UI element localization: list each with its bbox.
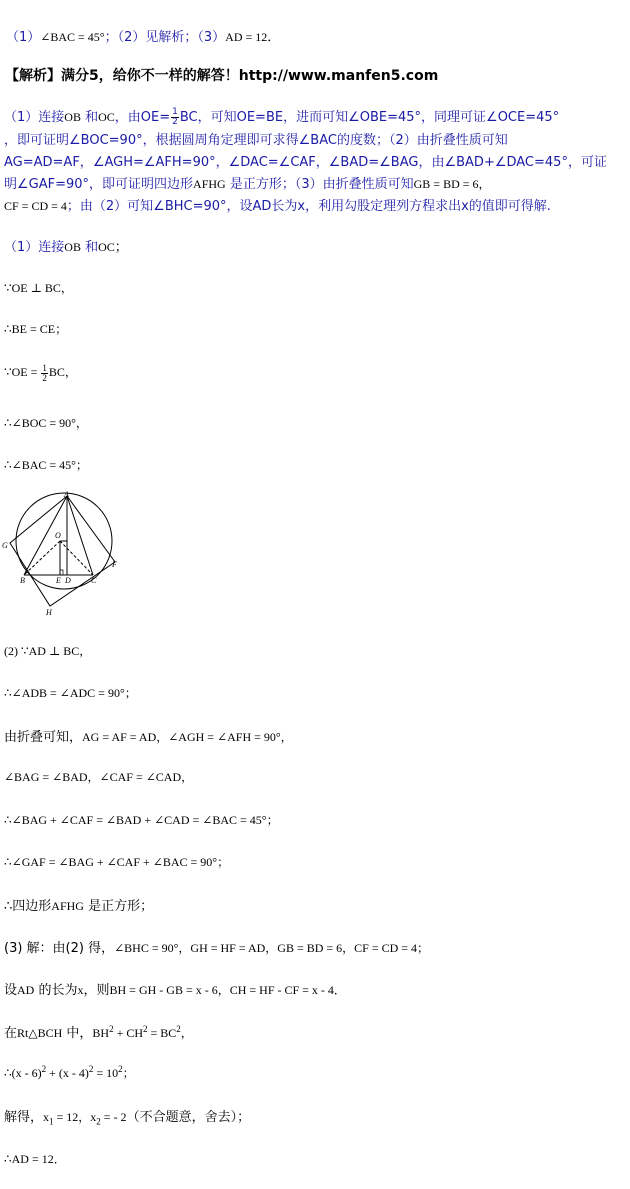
sol-text: AD (17, 983, 35, 997)
analysis-text: CF = CD = 4 (4, 199, 67, 213)
label-f: F (112, 560, 117, 569)
analysis-text: GB = BD = 6， (413, 177, 491, 191)
label-a: A (64, 490, 69, 499)
sol2-line-6: ∴∠GAF = ∠BAG + ∠CAF + ∠BAC = 90°； (4, 855, 230, 869)
analysis-line-1 (4, 106, 559, 127)
analysis-header: 【解析】满分5，给你不一样的解答！http://www.manfen5.com (5, 68, 439, 84)
label-e: E (56, 576, 61, 585)
sol1-line-6: ∴∠BAC = 45°； (4, 458, 88, 472)
subscript: 2 (96, 1116, 101, 1127)
sol-text: （不合题意，舍去）； (126, 1110, 251, 1125)
sol-text: OB (64, 240, 81, 254)
answer-end: ． (267, 30, 281, 45)
sol-text: = 12，x (53, 1110, 97, 1124)
sol-text: ∠BHC = 90°，GH = HF = AD，GB = BD = 6，CF = CD = 4； (114, 941, 430, 955)
answer-part-1-label: （1） (6, 30, 41, 45)
analysis-text: AG=AD=AF， (4, 155, 93, 170)
label-g: G (2, 541, 8, 550)
sol-text: （1）连接 (4, 240, 65, 255)
exponent: 2 (41, 1064, 47, 1074)
label-o: O (55, 531, 61, 540)
sol-text: Rt△BCH (17, 1026, 63, 1040)
analysis-text: （1）连接 (4, 110, 65, 125)
sol-text: AFHG (51, 899, 84, 913)
analysis-text: ∠BOC=90° (69, 133, 143, 148)
sol3-line-6: ∴AD = 12． (4, 1152, 66, 1166)
analysis-text: 和 (80, 110, 99, 125)
sol-text: = - 2 (100, 1110, 127, 1124)
sol-text: BC， (48, 365, 77, 379)
segment-ob (24, 541, 60, 575)
label-c: C (91, 576, 97, 585)
sol1-line-5: ∴∠BOC = 90°， (4, 416, 88, 430)
analysis-text: ，由OE= (114, 110, 171, 125)
subscript: 1 (49, 1116, 54, 1127)
sol2-line-2: ∴∠ADB = ∠ADC = 90°； (4, 686, 137, 700)
analysis-text: 明∠GAF=90°，即可证明四边形 (4, 177, 194, 192)
sol-text: 和 (80, 240, 99, 255)
exponent: 2 (88, 1064, 94, 1074)
exponent: 2 (109, 1024, 114, 1034)
sol-text: OC (98, 240, 115, 254)
segment-ac (67, 496, 93, 575)
sol-text: ∵OE = (4, 365, 41, 379)
segment-oc (60, 541, 93, 575)
sol2-line-7 (4, 895, 153, 914)
answer-line (6, 26, 280, 45)
sol-text: ； (122, 1066, 135, 1080)
sol-text: 由折叠可知， (4, 730, 83, 745)
answer-sep-1: ；（2） (104, 30, 146, 45)
analysis-text: ，即可证明 (4, 133, 70, 148)
sol-text: ∴四边形 (4, 899, 52, 914)
sol-text: x (77, 983, 84, 997)
exponent: 2 (143, 1024, 148, 1034)
answer-sep-2: ；（3） (184, 30, 226, 45)
analysis-text: ∠AFH=90°，∠DAC=∠CAF，∠BAD=∠BAG，由∠BAD+∠DAC=45°，可证 (143, 155, 607, 170)
sol3-line-2 (4, 979, 346, 998)
sol-text: + CH (113, 1026, 144, 1040)
sol-text: ，则 (83, 983, 110, 998)
exponent: 2 (118, 1064, 123, 1074)
sol-text: 解得， (4, 1110, 44, 1125)
sol2-line-1: (2) ∵AD ⊥ BC， (4, 644, 92, 658)
fraction-half: $\frac{1}{2}$ (172, 107, 178, 127)
sol3-line-3 (4, 1022, 193, 1041)
answer-3: AD = 12 (225, 30, 268, 44)
sol-text: 在 (4, 1026, 18, 1041)
exponent: 2 (176, 1024, 181, 1034)
sol-text: ， (180, 1026, 193, 1040)
sol-text: ∴(x - 6) (4, 1066, 42, 1080)
geometry-figure (0, 490, 130, 620)
sol1-line-1 (4, 236, 128, 255)
analysis-text: ；由（2）可知∠BHC=90°，设AD长为x，利用勾股定理列方程求出x的值即可得解. (66, 199, 551, 214)
analysis-text: OB (64, 110, 81, 124)
analysis-text: BC，可知OE=BE，进而可知∠OBE=45°，同理可证∠OCE=45° (179, 110, 560, 125)
sol3-line-5 (4, 1106, 250, 1125)
analysis-text: ，根据圆周角定理即可求得 (142, 133, 299, 148)
sol-text: x (43, 1110, 50, 1124)
sol2-line-4: ∠BAG = ∠BAD，∠CAF = ∠CAD， (4, 770, 194, 784)
sol-text: ； (114, 240, 128, 255)
label-b: B (20, 576, 25, 585)
sol2-line-3 (4, 726, 293, 745)
sol-text: + (x - 4) (46, 1066, 89, 1080)
analysis-text: OC (98, 110, 115, 124)
analysis-line-4 (4, 173, 491, 192)
answer-1: ∠BAC = 45° (40, 30, 105, 44)
sol-text: 的长为 (34, 983, 78, 998)
sol-text: = 10 (93, 1066, 119, 1080)
analysis-line-3 (4, 151, 607, 170)
analysis-text: 的度数；（2）由折叠性质可知 (336, 133, 508, 148)
analysis-text: ∠AGH= (92, 155, 144, 170)
label-h: H (46, 608, 52, 617)
sol-text: 设 (4, 983, 18, 998)
sol2-line-5: ∴∠BAG + ∠CAF = ∠BAD + ∠CAD = ∠BAC = 45°； (4, 813, 279, 827)
fraction-half: $\frac{1}{2}$ (42, 362, 47, 383)
sol-text: 中， (62, 1026, 93, 1041)
sol-text: BH = GH - GB = x - 6，CH = HF - CF = x - 4． (109, 983, 346, 997)
sol3-line-1 (4, 937, 429, 956)
sol-text: BH (92, 1026, 110, 1040)
answer-2: 见解析 (145, 30, 185, 45)
sol1-line-2: ∵OE ⊥ BC， (4, 281, 73, 295)
analysis-text: ∠BAC (298, 133, 337, 148)
sol3-line-4 (4, 1064, 135, 1081)
sol-text: 是正方形； (83, 899, 154, 914)
sol-text: = BC (147, 1026, 177, 1040)
sol-text: AG = AF = AD，∠AGH = ∠AFH = 90°， (82, 730, 293, 744)
label-d: D (65, 576, 71, 585)
sol1-line-3: ∴BE = CE； (4, 322, 68, 336)
analysis-line-2 (4, 129, 508, 148)
analysis-text: 是正方形；（3）由折叠性质可知 (225, 177, 414, 192)
analysis-text: AFHG (193, 177, 226, 191)
sol1-line-4 (4, 363, 77, 383)
analysis-line-5 (4, 195, 551, 214)
sol-text: (3) 解：由(2) 得， (4, 941, 115, 956)
